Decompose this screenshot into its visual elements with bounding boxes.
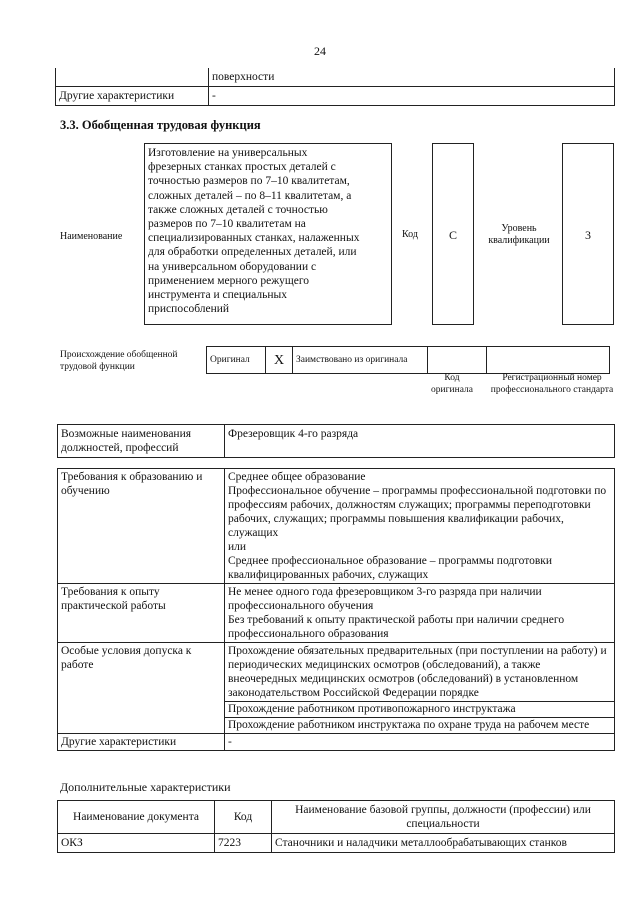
function-name-line: точностью размеров по 7–10 квалитетам, [148, 175, 350, 188]
code-label: Код [402, 229, 418, 240]
page-number: 24 [314, 44, 326, 58]
professions-label: Возможные наименования должностей, профессий [58, 425, 225, 458]
origin-original: Оригинал [207, 347, 266, 374]
condition-item: Прохождение работником противопожарного инструктажа [225, 701, 614, 716]
extra-header-code: Код [215, 801, 272, 834]
origin-mark: X [266, 347, 293, 374]
prev-row1-value: поверхности [209, 68, 615, 87]
education-line: Среднее профессиональное образование – программы подготовки квалифицированных рабочих, служащих [228, 555, 553, 581]
section-title: 3.3. Обобщенная трудовая функция [60, 118, 261, 132]
previous-table-tail [55, 68, 615, 106]
extra-cell-code: 7223 [215, 834, 272, 853]
function-name-line: размеров по 7–10 квалитетам на [148, 218, 306, 231]
conditions-label: Особые условия допуска к работе [58, 643, 225, 734]
experience-value [225, 584, 615, 643]
function-name-line: фрезерных станках простых деталей с [148, 161, 336, 174]
education-line: или [228, 541, 247, 553]
professions-table [57, 424, 615, 458]
condition-item: Прохождение работником инструктажа по охране труда на рабочем месте [225, 717, 614, 732]
name-label: Наименование [60, 231, 123, 242]
function-name-line: специализированных станках, налаженных [148, 232, 360, 245]
function-name-line: для обработки определенных деталей, или [148, 246, 357, 259]
extra-cell-name: Станочники и наладчики металлообрабатывающих станков [272, 834, 615, 853]
function-name-line: на универсальном оборудовании с [148, 260, 317, 273]
function-name-line: Изготовление на универсальных [148, 147, 308, 159]
function-name-line: приспособлений [148, 303, 230, 316]
prev-row2-value: - [209, 87, 615, 106]
conditions-value [225, 643, 615, 734]
experience-label: Требования к опыту практической работы [58, 584, 225, 643]
function-name-line: инструмента и специальных [148, 289, 287, 302]
function-name-line: применением мерного режущего [148, 274, 310, 287]
experience-line: Без требований к опыту практической работы при наличии среднего профессионального образования [228, 614, 565, 640]
education-line: Профессиональное обучение – программы профессиональной подготовки по профессиям рабочих, должностям служащих; программы переподготовки рабочих, служащих; программы повышения квалификации рабочих, служащих [228, 485, 607, 539]
level-value: 3 [585, 228, 591, 242]
origin-label: Происхождение обобщенной трудовой функции [60, 350, 178, 372]
origin-code-caption: Код оригинала [431, 373, 473, 395]
extra-table [57, 800, 615, 853]
origin-table [206, 346, 610, 374]
origin-code-cell [428, 347, 487, 374]
condition-item: Прохождение обязательных предварительных (при поступлении на работу) и периодических медицинских осмотров (обследований), а также внеочередных медицинских осмотров (обследований) в установленном законодательством Российской Федерации порядке [228, 645, 607, 699]
extra-cell-document: ОКЗ [58, 834, 215, 853]
other-label: Другие характеристики [58, 734, 225, 751]
function-name-box [144, 143, 392, 325]
origin-reg-cell [487, 347, 610, 374]
function-name-line: также сложных деталей с точностью [148, 203, 328, 216]
code-value: C [448, 228, 457, 242]
requirements-table [57, 468, 615, 751]
extra-header-document: Наименование документа [58, 801, 215, 834]
professions-value: Фрезеровщик 4-го разряда [225, 425, 615, 458]
function-name-line: сложных деталей – по 8–11 квалитетам, а [148, 189, 352, 202]
education-value [225, 469, 615, 584]
origin-reg-caption: Регистрационный номер профессионального стандарта [490, 373, 614, 395]
education-label: Требования к образованию и обучению [58, 469, 225, 584]
other-value: - [225, 734, 615, 751]
origin-borrowed: Заимствовано из оригинала [293, 347, 428, 374]
prev-row2-label: Другие характеристики [56, 87, 209, 106]
experience-line: Не менее одного года фрезеровщиком 3-го разряда при наличии профессионального обучения [228, 586, 542, 612]
extra-title: Дополнительные характеристики [60, 780, 231, 794]
level-label: Уровень квалификации [488, 223, 550, 246]
extra-header-name: Наименование базовой группы, должности (профессии) или специальности [272, 801, 615, 834]
education-line: Среднее общее образование [228, 471, 366, 483]
